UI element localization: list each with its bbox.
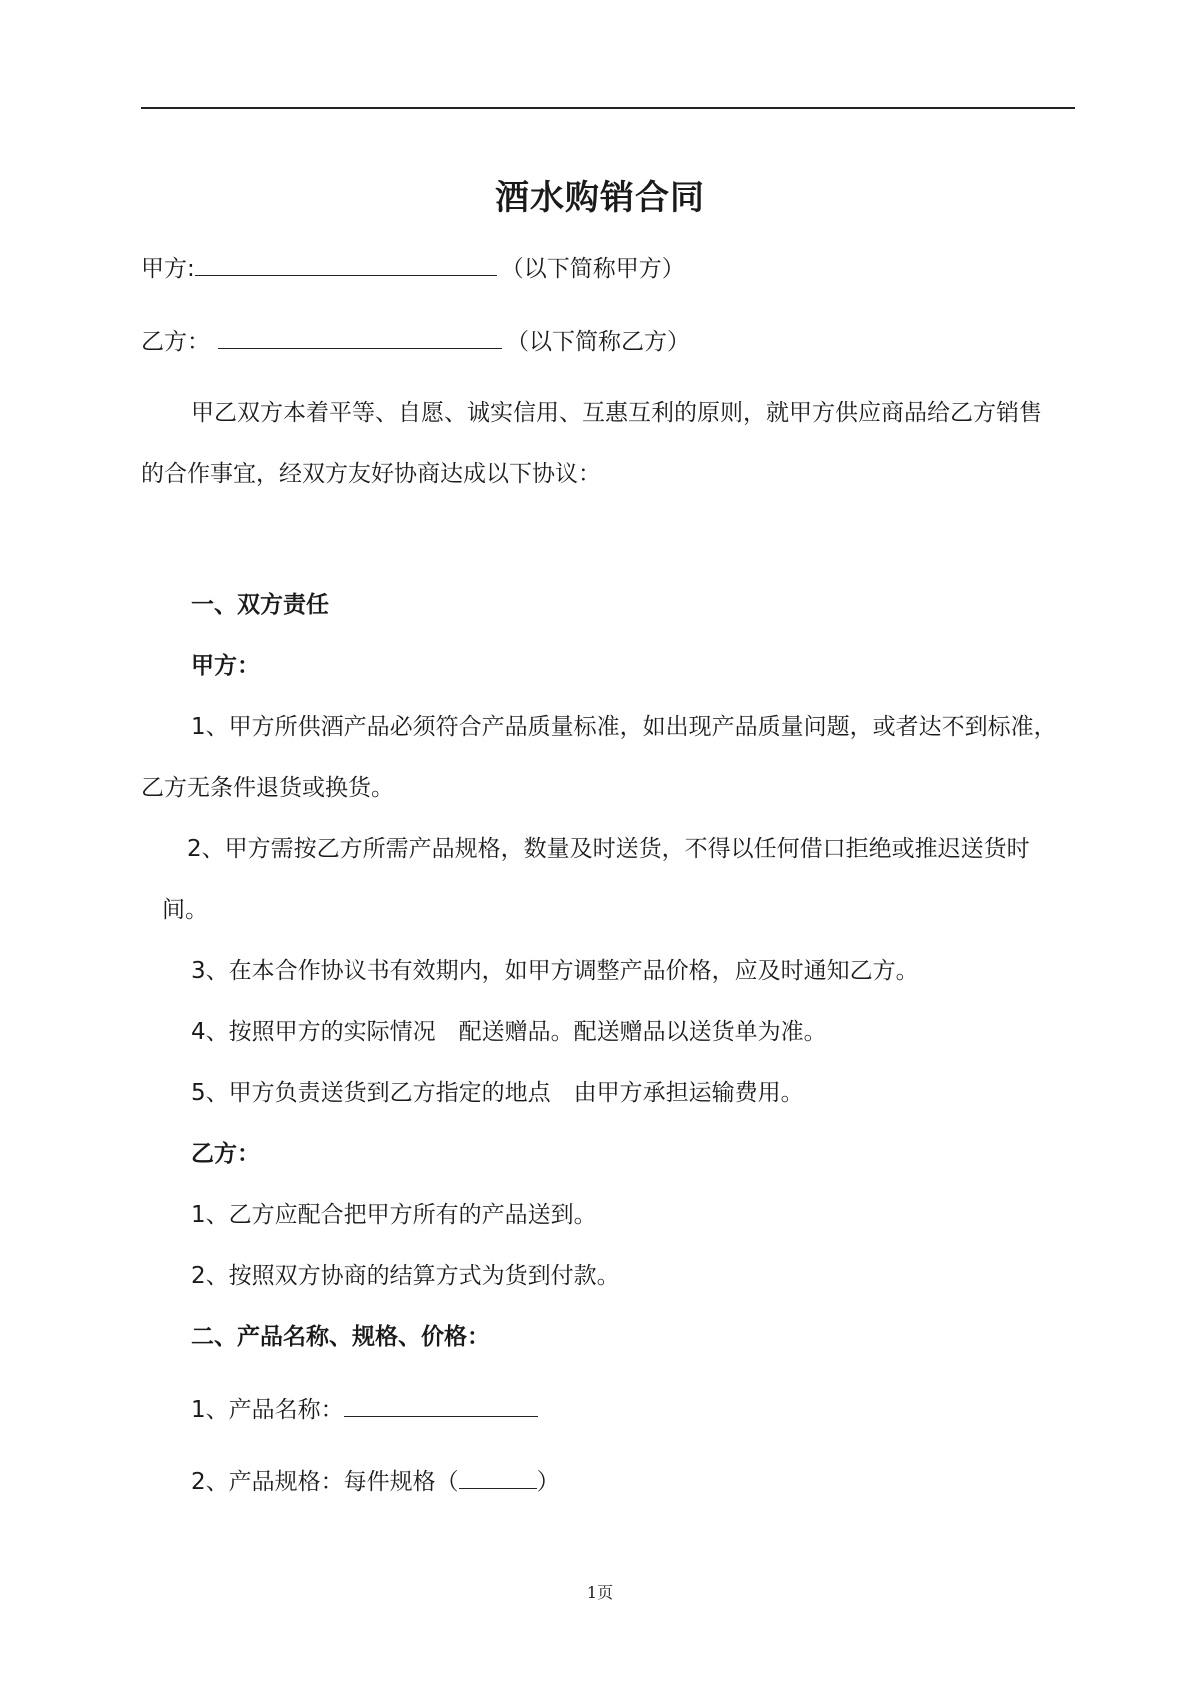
party-b-subheading: 乙方： <box>191 1141 260 1167</box>
clause-b1: 1、乙方应配合把甲方所有的产品送到。 <box>191 1202 597 1228</box>
party-a-note: （以下简称甲方） <box>500 256 685 282</box>
intro-line-2: 的合作事宜，经双方友好协商达成以下协议： <box>141 461 601 487</box>
clause-a1-line-1: 1、甲方所供酒产品必须符合产品质量标准，如出现产品质量问题，或者达不到标准， <box>191 714 1057 740</box>
intro-line-1: 甲乙双方本着平等、自愿、诚实信用、互惠互利的原则，就甲方供应商品给乙方销售 <box>191 400 1042 426</box>
product-name-blank[interactable] <box>344 1394 538 1417</box>
clause-a2-line-2: 间。 <box>162 897 208 923</box>
product-spec-label: 2、产品规格：每件规格（ <box>191 1469 459 1495</box>
party-a-subheading: 甲方： <box>191 653 260 679</box>
party-a-line <box>141 253 685 284</box>
document-title: 酒水购销合同 <box>495 178 705 218</box>
clause-a3: 3、在本合作协议书有效期内，如甲方调整产品价格，应及时通知乙方。 <box>191 958 919 984</box>
product-name-line <box>191 1394 538 1425</box>
clause-a5: 5、甲方负责送货到乙方指定的地点 由甲方承担运输费用。 <box>191 1080 804 1106</box>
clause-a1-line-2: 乙方无条件退货或换货。 <box>141 775 394 801</box>
party-b-blank[interactable] <box>218 326 502 349</box>
party-a-label: 甲方: <box>141 256 195 282</box>
product-spec-blank[interactable] <box>459 1466 537 1489</box>
product-spec-line <box>191 1466 560 1497</box>
clause-a4: 4、按照甲方的实际情况 配送赠品。配送赠品以送货单为准。 <box>191 1019 827 1045</box>
product-name-label: 1、产品名称： <box>191 1397 344 1423</box>
page-number: 1页 <box>586 1583 614 1602</box>
party-b-note: （以下简称乙方） <box>506 329 690 355</box>
section1-heading: 一、双方责任 <box>191 592 329 618</box>
header-rule <box>141 107 1075 109</box>
party-a-blank[interactable] <box>195 253 497 276</box>
product-spec-close: ） <box>536 1469 560 1495</box>
section2-heading: 二、产品名称、规格、价格： <box>191 1324 490 1350</box>
clause-b2: 2、按照双方协商的结算方式为货到付款。 <box>191 1263 620 1289</box>
party-b-label: 乙方： <box>141 329 210 355</box>
clause-a2-line-1: 2、甲方需按乙方所需产品规格，数量及时送货，不得以任何借口拒绝或推迟送货时 <box>187 836 1030 862</box>
party-b-line <box>141 326 690 357</box>
